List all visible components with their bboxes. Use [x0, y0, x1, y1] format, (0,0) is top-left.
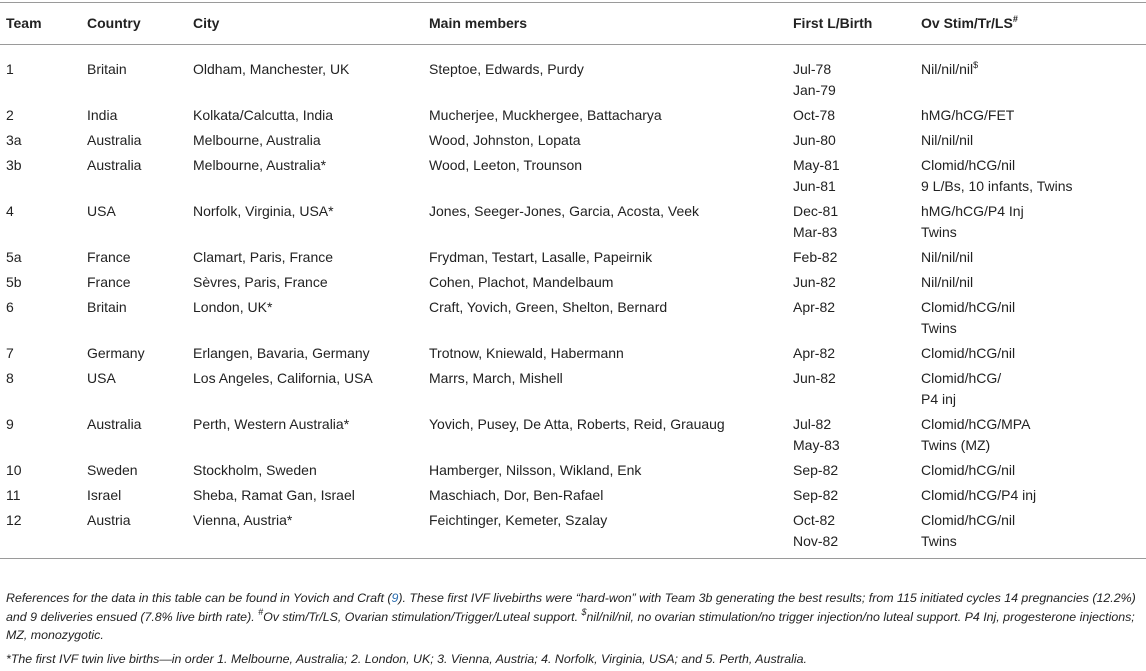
cell-ov-stim	[921, 128, 1146, 153]
cell-ov-stim-line	[921, 130, 1146, 151]
table-row	[0, 270, 1146, 295]
cell-first-birth	[793, 270, 921, 295]
cell-first-birth-text: Apr-82	[793, 345, 836, 361]
cell-city: Norfolk, Virginia, USA*	[193, 203, 334, 219]
cell-ov-stim-line	[921, 318, 1146, 339]
ivf-teams-table	[0, 2, 1146, 559]
cell-ov-stim-line	[921, 460, 1146, 481]
cell-first-birth	[793, 295, 921, 341]
cell-first-birth	[793, 412, 921, 458]
cell-team: 3a	[6, 132, 22, 148]
cell-first-birth-line	[793, 272, 921, 293]
cell-city: London, UK*	[193, 299, 273, 315]
table-footnote-twins: *The first IVF twin live births—in order 1. Melbourne, Australia; 2. London, UK; 3. Vienna, Austria; 4. Norfolk, Virginia, USA; and 5. Perth, Australia.	[6, 652, 807, 666]
cell-first-birth-text: Sep-82	[793, 462, 839, 478]
cell-first-birth-line	[793, 460, 921, 481]
table-row	[0, 295, 1146, 341]
cell-first-birth-line	[793, 247, 921, 268]
cell-main-members: Wood, Johnston, Lopata	[429, 132, 581, 148]
cell-first-birth-text: Jun-80	[793, 132, 836, 148]
cell-ov-stim-line	[921, 105, 1146, 126]
cell-team: 8	[6, 370, 14, 386]
cell-main-members: Wood, Leeton, Trounson	[429, 157, 583, 173]
cell-ov-stim	[921, 295, 1146, 341]
cell-team: 4	[6, 203, 14, 219]
table-row	[0, 245, 1146, 270]
cell-first-birth-text: Jun-82	[793, 370, 836, 386]
cell-ov-stim-line	[921, 201, 1146, 222]
footnote-dollar-text: nil/nil/nil, no ovarian stimulation/no trigger injection/no luteal support. P4 Inj, progesterone injections; MZ, monozygotic.	[6, 609, 1135, 642]
cell-ov-stim	[921, 483, 1146, 508]
cell-country: Sweden	[87, 462, 138, 478]
cell-main-members: Marrs, March, Mishell	[429, 370, 563, 386]
cell-first-birth-line	[793, 80, 921, 101]
cell-first-birth-line	[793, 59, 921, 80]
cell-ov-stim	[921, 341, 1146, 366]
footnote-refs-text-a: References for the data in this table can be found in Yovich and Craft (	[6, 591, 392, 605]
cell-main-members: Jones, Seeger-Jones, Garcia, Acosta, Veek	[429, 203, 700, 219]
cell-team: 11	[6, 487, 21, 503]
cell-ov-stim-text: Nil/nil/nil	[921, 61, 974, 77]
cell-ov-stim-line	[921, 343, 1146, 364]
cell-ov-stim	[921, 458, 1146, 483]
cell-team: 7	[6, 345, 14, 361]
cell-country: Australia	[87, 416, 142, 432]
cell-first-birth-line	[793, 155, 921, 176]
cell-first-birth	[793, 483, 921, 508]
cell-ov-stim-line	[921, 510, 1146, 531]
cell-main-members: Mucherjee, Muckhergee, Battacharya	[429, 107, 662, 123]
header-main-members: Main members	[429, 3, 793, 45]
cell-city: Melbourne, Australia*	[193, 157, 327, 173]
table-header-row	[0, 3, 1146, 45]
cell-ov-stim	[921, 508, 1146, 559]
cell-ov-stim-line	[921, 368, 1146, 389]
cell-ov-stim-text: 9 L/Bs, 10 infants, Twins	[921, 178, 1073, 194]
cell-first-birth	[793, 103, 921, 128]
cell-city: Vienna, Austria*	[193, 508, 429, 559]
cell-team: 3b	[6, 157, 22, 173]
cell-country: Britain	[87, 299, 127, 315]
cell-first-birth	[793, 128, 921, 153]
cell-ov-stim	[921, 245, 1146, 270]
cell-team: 5b	[6, 274, 22, 290]
cell-main-members: Cohen, Plachot, Mandelbaum	[429, 274, 614, 290]
cell-team: 12	[0, 508, 87, 559]
cell-first-birth-line	[793, 368, 921, 389]
cell-main-members: Trotnow, Kniewald, Habermann	[429, 345, 624, 361]
cell-ov-stim-line	[921, 155, 1146, 176]
table-body	[0, 45, 1146, 559]
cell-first-birth-text: Mar-83	[793, 224, 838, 240]
cell-ov-stim-line	[921, 389, 1146, 410]
cell-ov-stim-text: Nil/nil/nil	[921, 249, 974, 265]
cell-first-birth-text: Jul-82	[793, 416, 832, 432]
cell-country: India	[87, 107, 118, 123]
cell-first-birth-line	[793, 130, 921, 151]
cell-main-members: Steptoe, Edwards, Purdy	[429, 61, 584, 77]
cell-first-birth	[793, 153, 921, 199]
cell-city: Perth, Western Australia*	[193, 416, 350, 432]
table-row	[0, 199, 1146, 245]
cell-ov-stim-line	[921, 272, 1146, 293]
cell-ov-stim-text: Clomid/hCG/nil	[921, 462, 1016, 478]
cell-ov-stim-text: hMG/hCG/P4 Inj	[921, 203, 1024, 219]
footnote-dollar-symbol: $	[581, 606, 587, 617]
table-row	[0, 458, 1146, 483]
cell-ov-stim-line	[921, 531, 1146, 552]
table-row	[0, 508, 1146, 559]
cell-first-birth	[793, 366, 921, 412]
cell-ov-stim-text: Clomid/hCG/nil	[921, 299, 1016, 315]
table-footnote-references	[6, 589, 1140, 645]
cell-first-birth-text: Dec-81	[793, 203, 839, 219]
cell-main-members: Frydman, Testart, Lasalle, Papeirnik	[429, 249, 653, 265]
cell-first-birth-text: Oct-82	[793, 512, 836, 528]
cell-city: Sèvres, Paris, France	[193, 274, 328, 290]
cell-ov-stim-text: Clomid/hCG/	[921, 370, 1002, 386]
cell-ov-stim	[921, 199, 1146, 245]
cell-first-birth-line	[793, 201, 921, 222]
cell-ov-stim	[921, 45, 1146, 104]
cell-first-birth-text: Nov-82	[793, 533, 839, 549]
cell-city: Kolkata/Calcutta, India	[193, 107, 334, 123]
cell-first-birth-text: Jan-79	[793, 82, 836, 98]
cell-first-birth-line	[793, 531, 921, 552]
footnote-hash-text: Ov stim/Tr/LS, Ovarian stimulation/Trigger/Luteal support.	[263, 609, 582, 624]
cell-first-birth-line	[793, 105, 921, 126]
cell-ov-stim-line	[921, 59, 1146, 80]
reference-link-9[interactable]: 9	[391, 591, 399, 605]
header-country: Country	[87, 3, 193, 45]
cell-main-members: Yovich, Pusey, De Atta, Roberts, Reid, Grauaug	[429, 416, 725, 432]
cell-ov-stim-text: Twins	[921, 533, 957, 549]
cell-ov-stim-line	[921, 485, 1146, 506]
cell-team: 2	[6, 107, 14, 123]
cell-ov-stim-text: Nil/nil/nil	[921, 274, 974, 290]
cell-first-birth-line	[793, 510, 921, 531]
cell-first-birth-text: Feb-82	[793, 249, 838, 265]
cell-country: Australia	[87, 132, 142, 148]
cell-first-birth-line	[793, 435, 921, 456]
cell-first-birth-line	[793, 485, 921, 506]
cell-ov-stim-line	[921, 414, 1146, 435]
cell-ov-stim-text: Clomid/hCG/nil	[921, 512, 1016, 528]
cell-city: Clamart, Paris, France	[193, 249, 334, 265]
cell-ov-stim-line	[921, 297, 1146, 318]
cell-main-members: Maschiach, Dor, Ben-Rafael	[429, 487, 604, 503]
cell-first-birth	[793, 458, 921, 483]
table-row	[0, 366, 1146, 412]
footnote-hash-symbol: #	[258, 606, 264, 617]
header-ov-stim	[921, 3, 1146, 45]
cell-ov-stim-text: Twins (MZ)	[921, 437, 991, 453]
cell-first-birth-line	[793, 297, 921, 318]
footnote-refs-text-b: ). These first IVF livebirths were “hard-won” with Team 3b generating the best results; from 115 initiated cycles 14 pregnancies (12.2%) and 9 deliveries ensued (7.8% live birth rate).	[6, 591, 1136, 624]
cell-first-birth-text: May-81	[793, 157, 840, 173]
cell-first-birth	[793, 341, 921, 366]
cell-first-birth-line	[793, 414, 921, 435]
cell-first-birth	[793, 245, 921, 270]
table-row	[0, 128, 1146, 153]
cell-ov-stim-line	[921, 435, 1146, 456]
cell-ov-stim	[921, 153, 1146, 199]
cell-first-birth-text: Oct-78	[793, 107, 836, 123]
cell-first-birth	[793, 45, 921, 104]
table-row	[0, 341, 1146, 366]
cell-team: 10	[6, 462, 22, 478]
cell-country: USA	[87, 203, 116, 219]
cell-country: Austria	[87, 508, 193, 559]
cell-team: 9	[6, 416, 14, 432]
cell-ov-stim-text: Twins	[921, 224, 957, 240]
table-row	[0, 412, 1146, 458]
cell-ov-stim-text: hMG/hCG/FET	[921, 107, 1015, 123]
cell-first-birth	[793, 508, 921, 559]
header-first-birth: First L/Birth	[793, 3, 921, 45]
cell-main-members: Hamberger, Nilsson, Wikland, Enk	[429, 462, 642, 478]
cell-ov-stim	[921, 412, 1146, 458]
cell-first-birth-line	[793, 222, 921, 243]
table-row	[0, 103, 1146, 128]
cell-first-birth-text: Sep-82	[793, 487, 839, 503]
header-ov-stim-sup: #	[1012, 14, 1018, 24]
cell-team: 6	[6, 299, 14, 315]
cell-country: Britain	[87, 61, 127, 77]
table-row	[0, 45, 1146, 104]
cell-city: Erlangen, Bavaria, Germany	[193, 345, 370, 361]
cell-first-birth-text: Jun-82	[793, 274, 836, 290]
cell-ov-stim-text: P4 inj	[921, 391, 957, 407]
cell-first-birth-text: Jul-78	[793, 61, 832, 77]
cell-city: Oldham, Manchester, UK	[193, 61, 350, 77]
table-row	[0, 153, 1146, 199]
cell-city: Sheba, Ramat Gan, Israel	[193, 487, 355, 503]
cell-country: France	[87, 249, 131, 265]
cell-ov-stim	[921, 103, 1146, 128]
footnote-marker: $	[973, 60, 979, 70]
cell-city: Los Angeles, California, USA	[193, 370, 373, 386]
table-row	[0, 483, 1146, 508]
cell-ov-stim	[921, 366, 1146, 412]
cell-ov-stim-text: Clomid/hCG/P4 inj	[921, 487, 1037, 503]
cell-ov-stim	[921, 270, 1146, 295]
cell-country: Israel	[87, 487, 122, 503]
cell-ov-stim-text: Nil/nil/nil	[921, 132, 974, 148]
cell-country: France	[87, 274, 131, 290]
cell-city: Melbourne, Australia	[193, 132, 321, 148]
cell-first-birth-text: Apr-82	[793, 299, 836, 315]
cell-country: Australia	[87, 157, 142, 173]
cell-first-birth-text: May-83	[793, 437, 840, 453]
cell-team: 5a	[6, 249, 22, 265]
header-city: City	[193, 3, 429, 45]
cell-city: Stockholm, Sweden	[193, 462, 317, 478]
cell-first-birth-line	[793, 343, 921, 364]
cell-ov-stim-text: Clomid/hCG/MPA	[921, 416, 1031, 432]
cell-team: 1	[6, 61, 14, 77]
header-team: Team	[0, 3, 87, 45]
cell-ov-stim-line	[921, 176, 1146, 197]
cell-first-birth	[793, 199, 921, 245]
cell-country: Germany	[87, 345, 145, 361]
header-ov-stim-label: Ov Stim/Tr/LS	[921, 15, 1013, 31]
cell-ov-stim-text: Clomid/hCG/nil	[921, 157, 1016, 173]
cell-ov-stim-line	[921, 222, 1146, 243]
cell-first-birth-line	[793, 176, 921, 197]
cell-ov-stim-text: Twins	[921, 320, 957, 336]
cell-ov-stim-text: Clomid/hCG/nil	[921, 345, 1016, 361]
cell-country: USA	[87, 370, 116, 386]
cell-main-members: Feichtinger, Kemeter, Szalay	[429, 508, 793, 559]
cell-main-members: Craft, Yovich, Green, Shelton, Bernard	[429, 299, 668, 315]
cell-ov-stim-line	[921, 247, 1146, 268]
cell-first-birth-text: Jun-81	[793, 178, 836, 194]
